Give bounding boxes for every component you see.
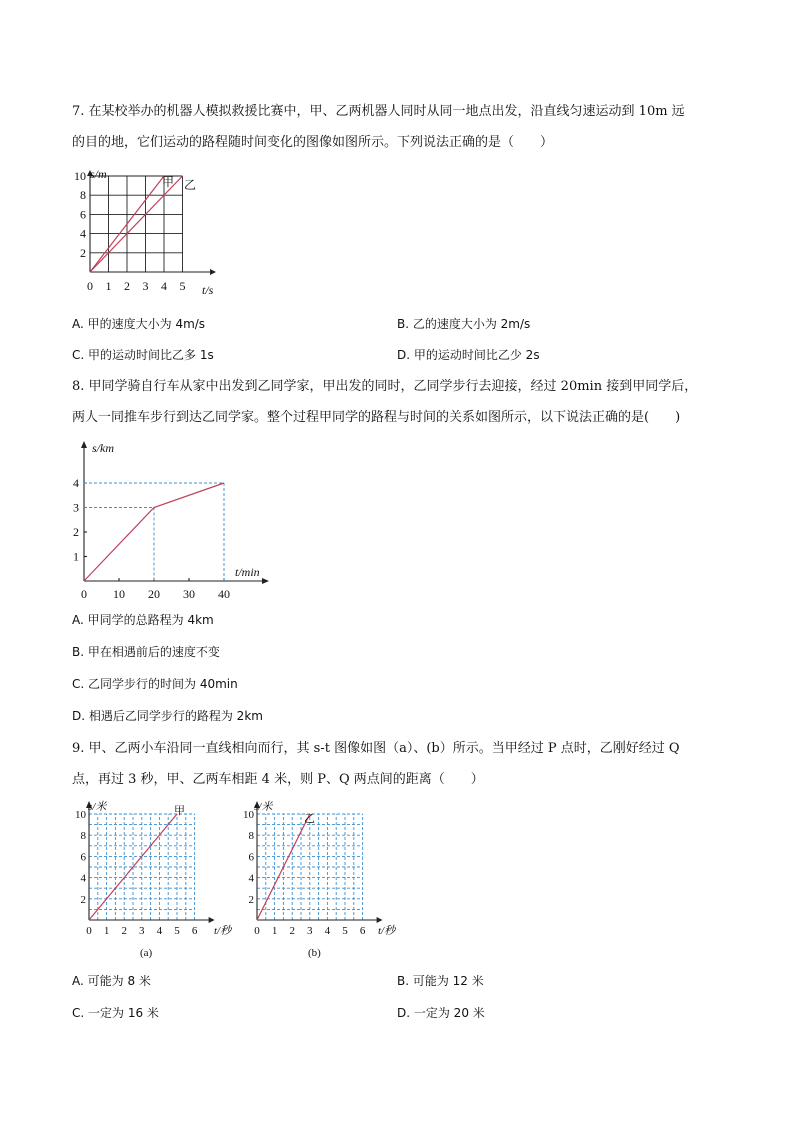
q8-x-tick: 0 xyxy=(81,587,87,601)
q8-x-tick: 30 xyxy=(183,587,195,601)
q9-chart-a xyxy=(72,800,242,960)
q7-chart xyxy=(72,167,232,300)
q9b-y-tick: 4 xyxy=(248,872,254,885)
q9b-chart-xlabel: t/秒 xyxy=(378,925,396,937)
q7-chart-xlabel: t/s xyxy=(202,283,214,297)
q7-y-tick: 8 xyxy=(80,188,86,203)
q8-x-tick: 40 xyxy=(218,587,230,601)
q8-y-arrow xyxy=(81,441,87,448)
q9a-chart-xlabel: t/秒 xyxy=(214,925,232,937)
q7-series-label-jia: 甲 xyxy=(162,175,175,189)
q9b-y-tick: 6 xyxy=(248,851,254,864)
q7-series-label-yi: 乙 xyxy=(184,178,197,192)
q9-option-b[interactable]: B. 可能为 12 米 xyxy=(397,974,484,988)
q9a-chart-ylabel: s/米 xyxy=(88,801,107,813)
q9b-series-label: 乙 xyxy=(304,813,315,825)
q9b-caption: (b) xyxy=(308,947,321,959)
q7-option-c[interactable]: C. 甲的运动时间比乙多 1s xyxy=(72,348,214,362)
q9a-y-tick: 4 xyxy=(80,872,86,885)
q7-option-a[interactable]: A. 甲的速度大小为 4m/s xyxy=(72,317,206,331)
q7-option-d[interactable]: D. 甲的运动时间比乙少 2s xyxy=(397,348,540,362)
q7-stem-line2: 的目的地，它们运动的路程随时间变化的图像如图所示。下列说法正确的是（ ） xyxy=(72,135,554,150)
q7-x-tick: 2 xyxy=(124,279,130,293)
q9b-x-tick: 1 xyxy=(271,925,278,937)
q9a-x-tick: 6 xyxy=(191,925,198,937)
q7-option-b[interactable]: B. 乙的速度大小为 2m/s xyxy=(397,317,531,331)
q9-chart-b xyxy=(240,800,410,960)
q8-series-line xyxy=(84,483,224,581)
q9a-x-tick: 1 xyxy=(103,925,110,937)
q9a-y-tick: 8 xyxy=(80,830,86,843)
q9-option-a[interactable]: A. 可能为 8 米 xyxy=(72,974,151,988)
q8-y-tick: 1 xyxy=(73,549,79,564)
q7-y-tick: 10 xyxy=(74,169,86,183)
q8-option-a[interactable]: A. 甲同学的总路程为 4km xyxy=(72,613,214,627)
q7-x-tick: 4 xyxy=(161,279,167,293)
q8-option-c[interactable]: C. 乙同学步行的时间为 40min xyxy=(72,677,238,691)
q8-x-tick: 20 xyxy=(148,587,160,601)
q9a-caption: (a) xyxy=(140,947,153,959)
q8-stem-line1: 8. 甲同学骑自行车从家中出发到乙同学家，甲出发的同时，乙同学步行去迎接，经过 20min 接到甲同学后， xyxy=(72,379,698,394)
q8-x-arrow xyxy=(262,578,269,584)
q7-x-arrow xyxy=(210,269,216,275)
q7-y-tick: 2 xyxy=(80,245,86,260)
q9b-y-tick: 8 xyxy=(248,830,254,843)
q9b-x-tick: 4 xyxy=(324,925,331,937)
q9b-x-tick: 2 xyxy=(289,925,295,937)
q8-option-d[interactable]: D. 相遇后乙同学步行的路程为 2km xyxy=(72,709,263,723)
q9b-y-tick: 10 xyxy=(243,809,254,821)
q9a-x-tick: 4 xyxy=(156,925,163,937)
q9-option-c[interactable]: C. 一定为 16 米 xyxy=(72,1006,159,1020)
q9b-y-tick: 2 xyxy=(248,893,254,906)
q7-stem-line1: 7. 在某校举办的机器人模拟救援比赛中，甲、乙两机器人同时从同一地点出发，沿直线匀速运动到 10m 远 xyxy=(72,104,685,119)
q8-chart-xlabel: t/min xyxy=(235,565,260,579)
q7-x-tick: 5 xyxy=(179,279,186,293)
q9a-x-tick: 0 xyxy=(86,925,92,937)
q8-chart xyxy=(72,438,282,603)
q8-y-tick: 3 xyxy=(73,500,79,515)
q9b-x-arrow xyxy=(377,917,383,923)
q9-stem-line1: 9. 甲、乙两小车沿同一直线相向而行，其 s-t 图像如图（a）、(b）所示。当甲经过 P 点时，乙刚好经过 Q xyxy=(72,741,680,756)
q8-x-tick: 10 xyxy=(113,587,125,601)
q9a-y-tick: 10 xyxy=(75,809,86,821)
q7-x-tick: 0 xyxy=(87,279,93,293)
q9a-x-tick: 5 xyxy=(174,925,180,937)
q7-y-tick: 4 xyxy=(80,226,86,241)
q8-y-tick: 2 xyxy=(73,525,79,539)
q9-option-d[interactable]: D. 一定为 20 米 xyxy=(397,1006,485,1020)
q9b-x-tick: 6 xyxy=(359,925,366,937)
q9-stem-line2: 点，再过 3 秒，甲、乙两车相距 4 米，则 P、Q 两点间的距离（ ） xyxy=(72,772,484,787)
q9a-x-tick: 3 xyxy=(139,925,145,937)
q8-option-b[interactable]: B. 甲在相遇前后的速度不变 xyxy=(72,645,220,659)
q9b-x-tick: 5 xyxy=(342,925,348,937)
q7-chart-ylabel: s/m xyxy=(90,167,107,181)
q9a-x-tick: 2 xyxy=(121,925,127,937)
q9a-y-tick: 2 xyxy=(80,893,86,906)
q7-x-tick: 1 xyxy=(105,279,112,293)
q9b-x-tick: 0 xyxy=(254,925,260,937)
q7-x-tick: 3 xyxy=(142,279,149,293)
q9b-x-tick: 3 xyxy=(307,925,313,937)
q7-series-line-1 xyxy=(90,176,183,272)
q9a-y-tick: 6 xyxy=(80,851,86,864)
q9a-x-arrow xyxy=(209,917,215,923)
q8-y-tick: 4 xyxy=(73,476,79,490)
q7-y-tick: 6 xyxy=(80,207,86,222)
q9b-chart-ylabel: s/米 xyxy=(254,801,273,813)
q9a-series-label: 甲 xyxy=(174,805,185,817)
q8-stem-line2: 两人一同推车步行到达乙同学家。整个过程甲同学的路程与时间的关系如图所示，以下说法正确的是( ) xyxy=(72,410,681,425)
q8-chart-ylabel: s/km xyxy=(92,441,114,455)
